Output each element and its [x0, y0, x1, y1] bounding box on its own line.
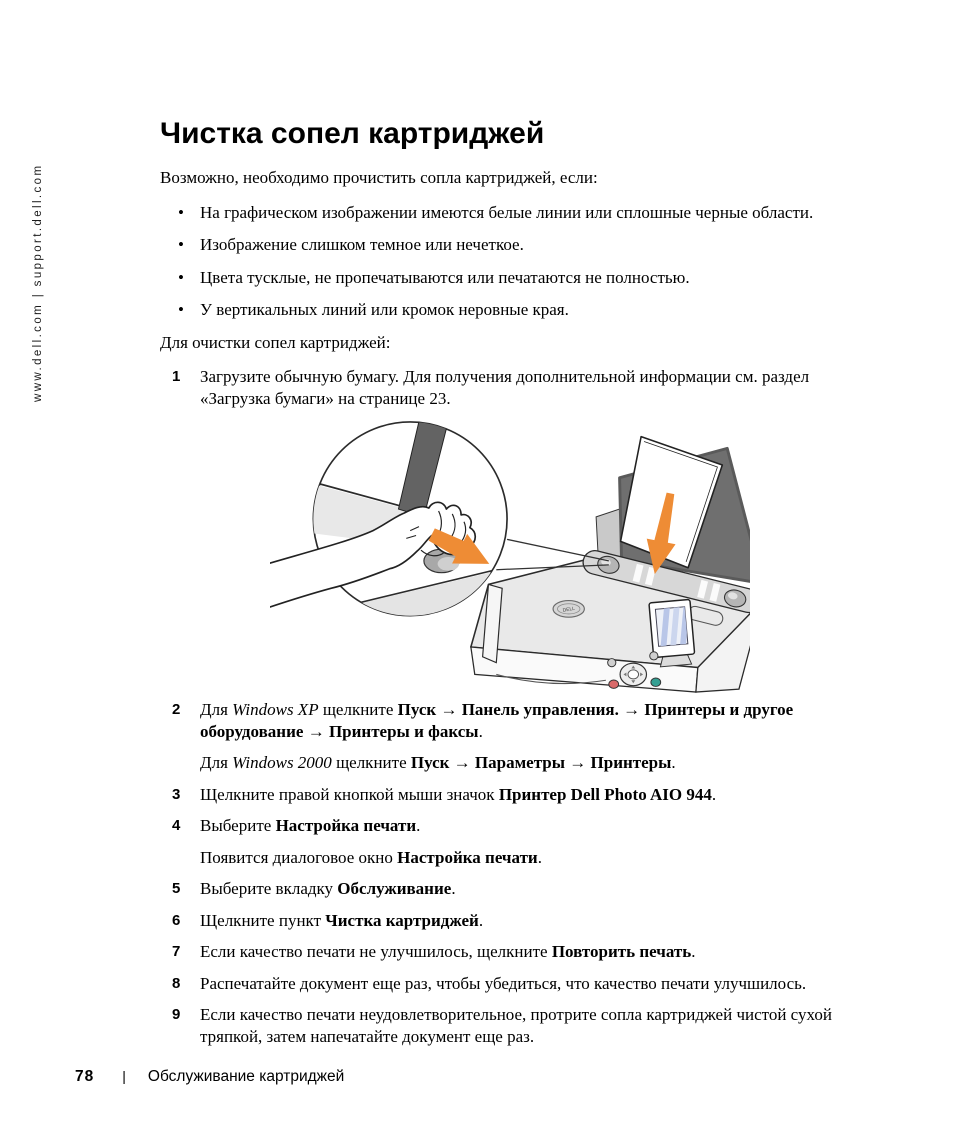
step-1	[160, 366, 860, 419]
bullet-icon: •	[178, 267, 184, 287]
step-text: Выберите Настройка печати.	[200, 816, 421, 835]
step-body	[200, 699, 860, 784]
list-item: • На графическом изображении имеются белые линии или сплошные черные области.	[178, 202, 814, 222]
step-number: 5	[172, 880, 181, 897]
step-8	[160, 973, 860, 1005]
svg-text:DELL: DELL	[562, 606, 576, 614]
step-6	[160, 910, 860, 942]
step-body	[200, 815, 860, 878]
footer-section-title: Обслуживание картриджей	[147, 1068, 345, 1085]
symptom-list	[160, 202, 860, 321]
step-body	[200, 941, 860, 973]
page-footer	[75, 1068, 344, 1086]
dell-logo-icon	[553, 601, 584, 618]
list-item: • У вертикальных линий или кромок неровные края.	[178, 300, 569, 319]
step-body	[200, 973, 860, 1005]
step-9	[160, 1004, 860, 1057]
step-text: Появится диалоговое окно Настройка печати.	[200, 847, 542, 867]
bullet-icon: •	[178, 202, 184, 222]
step-number: 1	[172, 368, 181, 385]
step-body	[200, 784, 860, 816]
step-number: 3	[172, 785, 181, 803]
printer-illustration	[270, 421, 750, 693]
step-body	[200, 878, 860, 910]
step-number: 2	[172, 701, 181, 718]
step-number: 8	[172, 974, 181, 992]
lead-paragraph: Для очистки сопел картриджей:	[160, 332, 391, 352]
steps-after-figure	[160, 699, 860, 1057]
step-2	[160, 699, 860, 784]
list-item: • Изображение слишком темное или нечеткое.	[178, 235, 524, 254]
intro-paragraph: Возможно, необходимо прочистить сопла картриджей, если:	[160, 168, 598, 187]
page-title: Чистка сопел картриджей	[160, 117, 545, 150]
sidebar-vertical-text: www.dell.com | support.dell.com	[32, 163, 44, 402]
step-number: 6	[172, 911, 181, 929]
printer-illustration-figure	[270, 421, 750, 693]
step-text: Если качество печати неудовлетворительное, протрите сопла картриджей чистой сухой тряпкой, затем напечатайте документ еще раз.	[200, 1005, 832, 1046]
page-content	[160, 116, 860, 1057]
step-text: Щелкните пункт Чистка картриджей.	[200, 910, 484, 930]
step-text: Выберите вкладку Обслуживание.	[200, 879, 456, 898]
step-text: Для Windows XP щелкните Пуск → Панель управления. → Принтеры и другое оборудование → Принтеры и факсы.	[200, 700, 794, 741]
step-5	[160, 878, 860, 910]
step-number: 7	[172, 943, 181, 960]
step-body	[200, 910, 860, 942]
list-item: • Цвета тусклые, не пропечатываются или печатаются не полностью.	[178, 267, 690, 287]
step-text: Если качество печати не улучшилось, щелкните Повторить печать.	[200, 942, 696, 961]
step-text: Загрузите обычную бумагу. Для получения дополнительной информации см. раздел «Загрузка бумаги» на странице 23.	[200, 367, 810, 408]
page-number: 78	[75, 1068, 95, 1085]
steps-before-figure	[160, 366, 860, 419]
step-body	[200, 1004, 860, 1057]
step-body	[200, 366, 860, 419]
step-3	[160, 784, 860, 816]
bullet-icon: •	[178, 300, 184, 319]
step-7	[160, 941, 860, 973]
step-4	[160, 815, 860, 878]
step-number: 9	[172, 1006, 181, 1023]
step-text: Щелкните правой кнопкой мыши значок Принтер Dell Photo AIO 944.	[200, 784, 717, 804]
step-text: Для Windows 2000 щелкните Пуск → Параметры → Принтеры.	[200, 753, 676, 772]
footer-separator: |	[122, 1068, 126, 1084]
step-text: Распечатайте документ еще раз, чтобы убедиться, что качество печати улучшилось.	[200, 973, 807, 993]
bullet-icon: •	[178, 235, 184, 254]
step-number: 4	[172, 817, 181, 834]
